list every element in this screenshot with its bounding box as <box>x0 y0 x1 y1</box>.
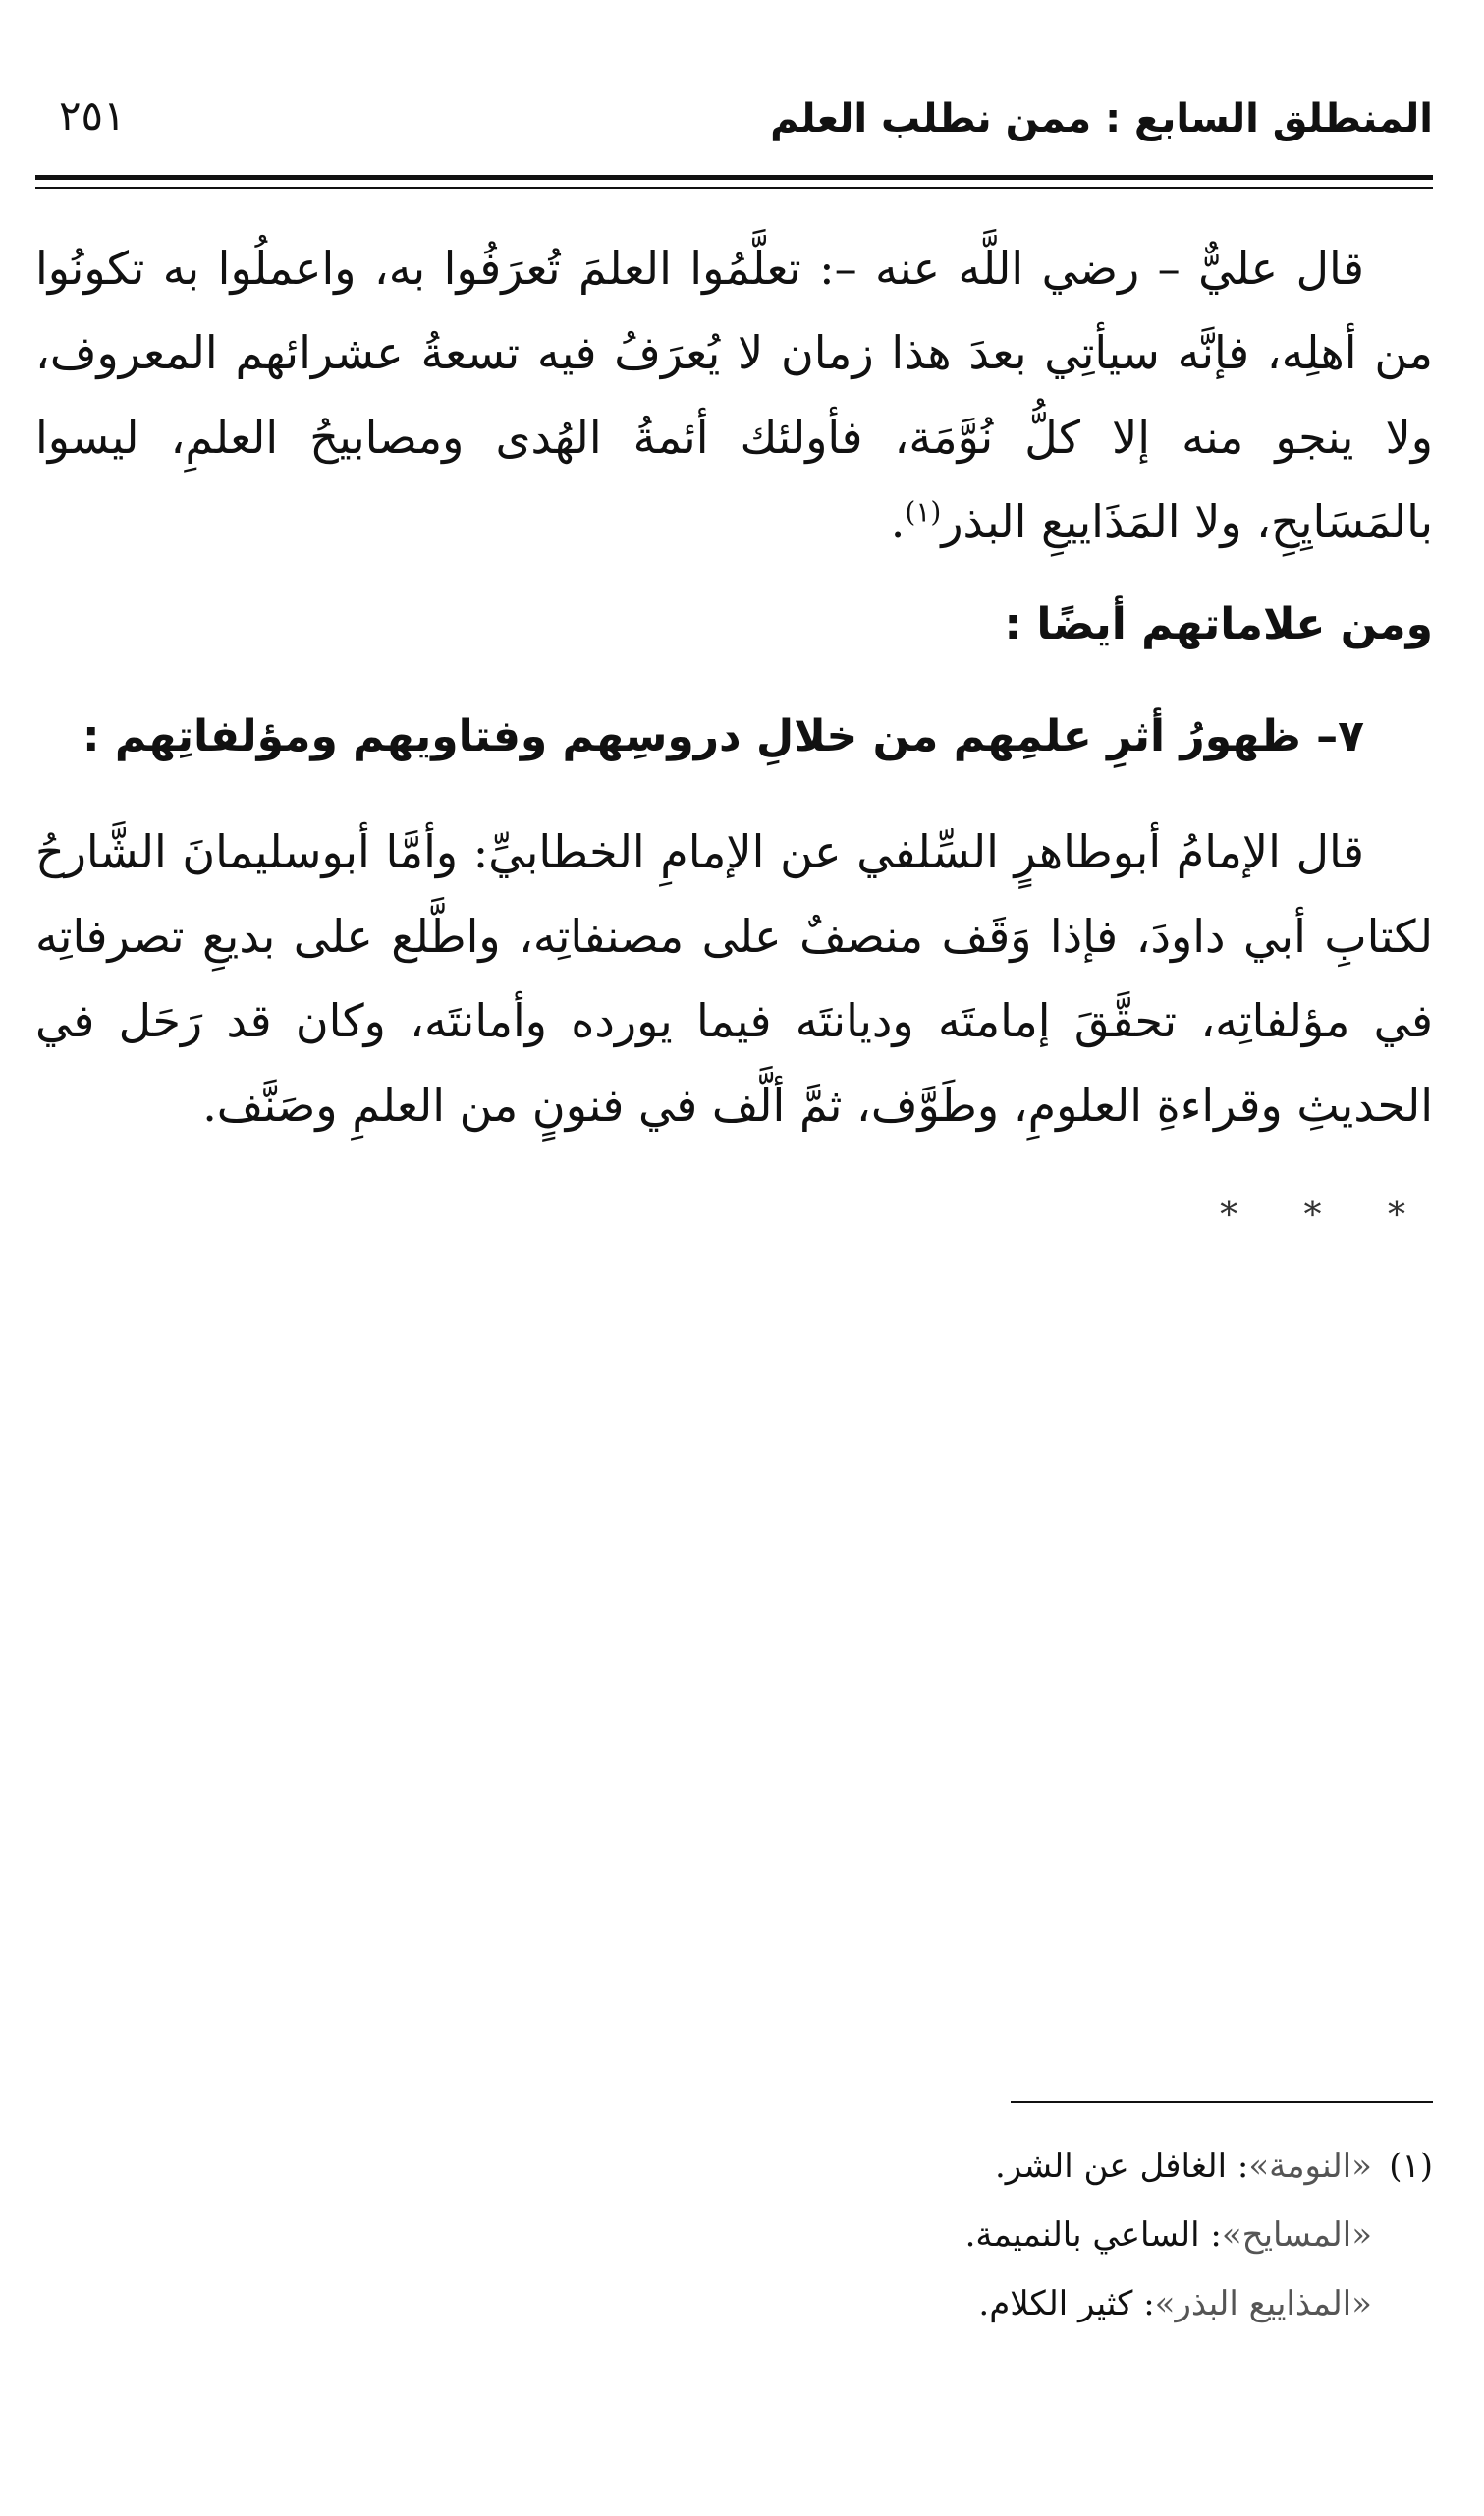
paragraph-ali-quote <box>35 226 1433 564</box>
footnote-definition: : الغافل عن الشر. <box>994 2147 1249 2186</box>
footnotes <box>745 2132 1433 2338</box>
book-page <box>35 0 1433 2516</box>
footnote-definition: : كثير الكلام. <box>978 2284 1155 2323</box>
paragraph-ali-quote-end: . <box>890 495 906 548</box>
footnote-term: «المسايح» <box>1221 2215 1372 2255</box>
running-title: المنطلق السابع : ممن نطلب العلم <box>770 96 1433 141</box>
section-heading-signs: ومن علاماتهم أيضًا : <box>1004 599 1433 649</box>
footnote-line <box>745 2269 1433 2338</box>
page-header <box>35 86 1433 155</box>
section-heading-point-7: ٧– ظهورُ أثرِ علمِهم من خلالِ دروسِهم وفتاويهم ومؤلفاتِهم : <box>82 711 1364 761</box>
footnote-line <box>745 2132 1433 2201</box>
footnote-number: (١) <box>1389 2147 1433 2186</box>
paragraph-ali-quote-text: قال عليٌّ – رضي اللَّه عنه –: تعلَّمُوا العلمَ تُعرَفُوا به، واعملُوا به تكونُوا من أهلِه، فإنَّه سيأتِي بعدَ هذا زمان لا يُعرَفُ فيه تسعةُ عشرائهم المعروف، ولا ينجو منه إلا كلُّ نُوَّمَة، فأولئك أئمةُ الهُدى ومصابيحُ العلمِ، ليسوا بالمَسَايِحِ، ولا المَذَاييعِ البذر <box>35 242 1433 548</box>
header-rule-thin <box>35 187 1433 189</box>
footnote-definition: : الساعي بالنميمة. <box>964 2215 1222 2255</box>
header-rule-thick <box>35 175 1433 180</box>
page-number: ٢٥١ <box>59 91 126 140</box>
footnote-rule <box>1011 2101 1433 2103</box>
section-separator-stars: * * * <box>1220 1196 1433 1236</box>
footnote-term: «النومة» <box>1248 2147 1372 2186</box>
footnote-term: «المذاييع البذر» <box>1154 2284 1372 2323</box>
paragraph-silafi-quote: قال الإمامُ أبوطاهرٍ السِّلفي عن الإمامِ الخطابيِّ: وأمَّا أبوسليمانَ الشَّارحُ لكتابِ أبي داودَ، فإذا وَقَف منصفٌ على مصنفاتِه، واطَّلع على بديعِ تصرفاتِه في مؤلفاتِه، تحقَّقَ إمامتَه وديانتَه فيما يورده وأمانتَه، وكان قد رَحَل في الحديثِ وقراءةِ العلومِ، وطَوَّف، ثمَّ ألَّف في فنونٍ من العلمِ وصَنَّف. <box>35 825 1433 1132</box>
page-body <box>35 226 1433 1246</box>
footnote-line <box>745 2201 1433 2269</box>
footnote-reference: (١) <box>905 495 942 529</box>
